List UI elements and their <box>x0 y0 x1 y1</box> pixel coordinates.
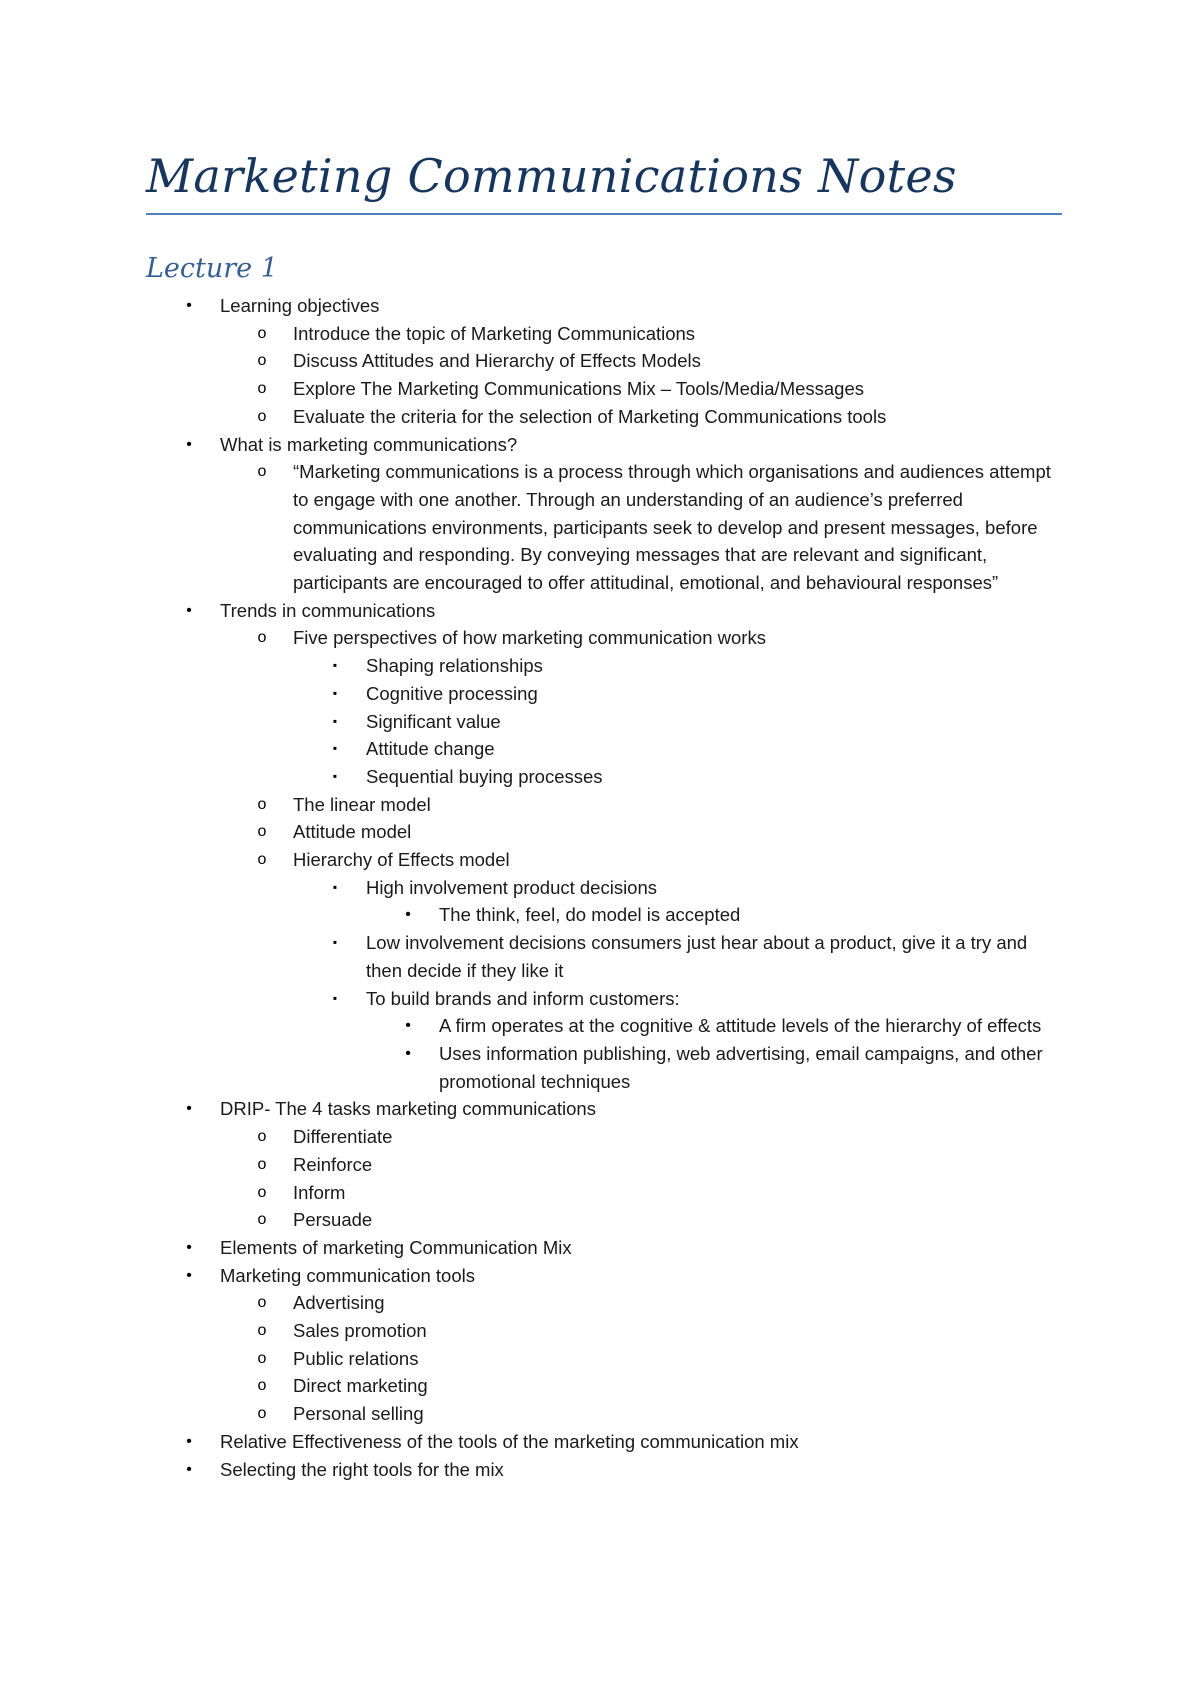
bullet-marker: o <box>257 1349 267 1367</box>
outline-item-text: Shaping relationships <box>366 655 543 677</box>
bullet-marker: o <box>257 1377 267 1395</box>
bullet-marker: o <box>257 1155 267 1173</box>
bullet-marker: o <box>257 463 267 481</box>
outline-item-level-1 <box>0 1095 1200 1123</box>
bullet-marker: o <box>257 407 267 425</box>
outline-item-level-2 <box>0 1289 1200 1317</box>
outline-item-level-2 <box>0 624 1200 652</box>
bullet-marker: o <box>257 1294 267 1312</box>
bullet-marker: o <box>257 1211 267 1229</box>
outline-item-level-2 <box>0 1123 1200 1151</box>
outline-item-level-3 <box>0 929 1200 984</box>
outline-item-text: Public relations <box>293 1347 419 1369</box>
outline-item-level-2 <box>0 1206 1200 1234</box>
bullet-marker: ▪ <box>332 741 338 756</box>
outline-item-text: To build brands and inform customers: <box>366 987 680 1009</box>
bullet-marker: • <box>405 1044 411 1062</box>
bullet-marker: ▪ <box>332 685 338 700</box>
outline-item-level-3 <box>0 763 1200 791</box>
bullet-marker: ▪ <box>332 713 338 728</box>
bullet-marker: • <box>186 601 192 619</box>
title-underline-rule <box>146 213 1062 215</box>
bullet-marker: ▪ <box>332 990 338 1005</box>
outline-item-level-2 <box>0 458 1200 597</box>
outline-item-level-4 <box>0 1040 1200 1095</box>
outline-item-text: Direct marketing <box>293 1375 428 1397</box>
outline-item-text: Relative Effectiveness of the tools of the marketing communication mix <box>220 1430 799 1452</box>
outline-item-level-2 <box>0 791 1200 819</box>
document-title: Marketing Communications Notes <box>146 149 957 203</box>
outline-item-text: Learning objectives <box>220 295 380 316</box>
outline-item-level-1 <box>0 1428 1200 1456</box>
bullet-marker: o <box>257 380 267 398</box>
section-heading: Lecture 1 <box>146 253 278 284</box>
bullet-marker: • <box>405 1017 411 1035</box>
outline-item-level-2 <box>0 375 1200 403</box>
outline-item-level-2 <box>0 1345 1200 1373</box>
bullet-marker: o <box>257 823 267 841</box>
outline-item-text: High involvement product decisions <box>366 876 658 898</box>
outline-item-text: Significant value <box>366 710 501 732</box>
bullet-marker: • <box>186 1432 192 1450</box>
outline-item-level-2 <box>0 818 1200 846</box>
outline-item-level-1 <box>0 1456 1200 1484</box>
outline-item-text: Sales promotion <box>293 1320 427 1342</box>
bullet-marker: • <box>186 1266 192 1284</box>
outline-item-text: Sequential buying processes <box>366 765 603 787</box>
outline-item-text: The linear model <box>293 793 431 815</box>
outline-item-level-3 <box>0 735 1200 763</box>
outline-item-text: Attitude model <box>293 821 412 843</box>
outline-item-level-3 <box>0 680 1200 708</box>
outline-item-text: Persuade <box>293 1209 373 1231</box>
outline-item-level-1 <box>0 292 1200 320</box>
outline-item-text: DRIP- The 4 tasks marketing communications <box>220 1098 596 1120</box>
notes-outline <box>0 292 1200 1483</box>
outline-item-text: Evaluate the criteria for the selection of Marketing Communications tools <box>293 405 887 427</box>
outline-item-text: Selecting the right tools for the mix <box>220 1458 504 1480</box>
outline-item-level-2 <box>0 1372 1200 1400</box>
outline-item-level-2 <box>0 1400 1200 1428</box>
bullet-marker: o <box>257 324 267 342</box>
bullet-marker: o <box>257 1183 267 1201</box>
bullet-marker: ▪ <box>332 768 338 783</box>
bullet-marker: ▪ <box>332 935 338 950</box>
bullet-marker: o <box>257 1405 267 1423</box>
bullet-marker: o <box>257 851 267 869</box>
bullet-marker: o <box>257 795 267 813</box>
outline-item-level-2 <box>0 1151 1200 1179</box>
outline-item-text: Attitude change <box>366 738 495 760</box>
outline-item-text: Introduce the topic of Marketing Communications <box>293 322 696 344</box>
outline-item-text: Trends in communications <box>220 599 436 621</box>
bullet-marker: • <box>405 906 411 924</box>
bullet-marker: • <box>186 435 192 453</box>
bullet-marker: o <box>257 629 267 647</box>
outline-item-text: Low involvement decisions consumers just hear about a product, give it a try and then decide if they like it <box>366 932 1028 981</box>
outline-item-text: Inform <box>293 1181 346 1203</box>
outline-item-level-2 <box>0 320 1200 348</box>
outline-item-text: Five perspectives of how marketing communication works <box>293 627 766 649</box>
outline-item-text: What is marketing communications? <box>220 433 518 455</box>
outline-item-level-3 <box>0 874 1200 902</box>
outline-item-text: Cognitive processing <box>366 682 538 704</box>
outline-item-level-1 <box>0 1234 1200 1262</box>
outline-item-text: Differentiate <box>293 1126 393 1148</box>
bullet-marker: o <box>257 352 267 370</box>
outline-item-level-3 <box>0 652 1200 680</box>
bullet-marker: ▪ <box>332 658 338 673</box>
bullet-marker: o <box>257 1128 267 1146</box>
outline-item-level-3 <box>0 985 1200 1013</box>
bullet-marker: • <box>186 297 192 314</box>
outline-item-text: Elements of marketing Communication Mix <box>220 1236 572 1258</box>
outline-item-level-2 <box>0 1179 1200 1207</box>
outline-item-text: Marketing communication tools <box>220 1264 475 1286</box>
outline-item-text: Reinforce <box>293 1153 373 1175</box>
outline-item-level-1 <box>0 431 1200 459</box>
outline-item-level-2 <box>0 347 1200 375</box>
outline-item-level-2 <box>0 846 1200 874</box>
outline-item-level-3 <box>0 708 1200 736</box>
outline-item-text: “Marketing communications is a process through which organisations and audiences attempt to engage with one another. Through an understanding of an audience’s preferred communications environments, participants seek to develop and present messages, before evaluating and responding. By conveying messages that are relevant and significant, participants are encouraged to offer attitudinal, emotional, and behavioural responses” <box>293 461 1051 594</box>
outline-item-text: The think, feel, do model is accepted <box>439 904 741 926</box>
bullet-marker: • <box>186 1100 192 1118</box>
outline-item-text: Hierarchy of Effects model <box>293 849 510 871</box>
outline-item-level-1 <box>0 1262 1200 1290</box>
bullet-marker: • <box>186 1238 192 1256</box>
outline-item-level-4 <box>0 901 1200 929</box>
outline-item-level-4 <box>0 1012 1200 1040</box>
bullet-marker: o <box>257 1322 267 1340</box>
outline-item-text: A firm operates at the cognitive & attitude levels of the hierarchy of effects <box>439 1015 1042 1037</box>
outline-item-level-1 <box>0 597 1200 625</box>
outline-item-text: Personal selling <box>293 1403 424 1425</box>
outline-item-level-2 <box>0 1317 1200 1345</box>
outline-item-text: Advertising <box>293 1292 385 1314</box>
bullet-marker: • <box>186 1460 192 1478</box>
outline-item-text: Discuss Attitudes and Hierarchy of Effects Models <box>293 350 701 372</box>
outline-item-text: Explore The Marketing Communications Mix – Tools/Media/Messages <box>293 378 865 400</box>
outline-item-level-2 <box>0 403 1200 431</box>
outline-item-text: Uses information publishing, web advertising, email campaigns, and other promotional techniques <box>439 1042 1043 1092</box>
bullet-marker: ▪ <box>332 879 338 894</box>
